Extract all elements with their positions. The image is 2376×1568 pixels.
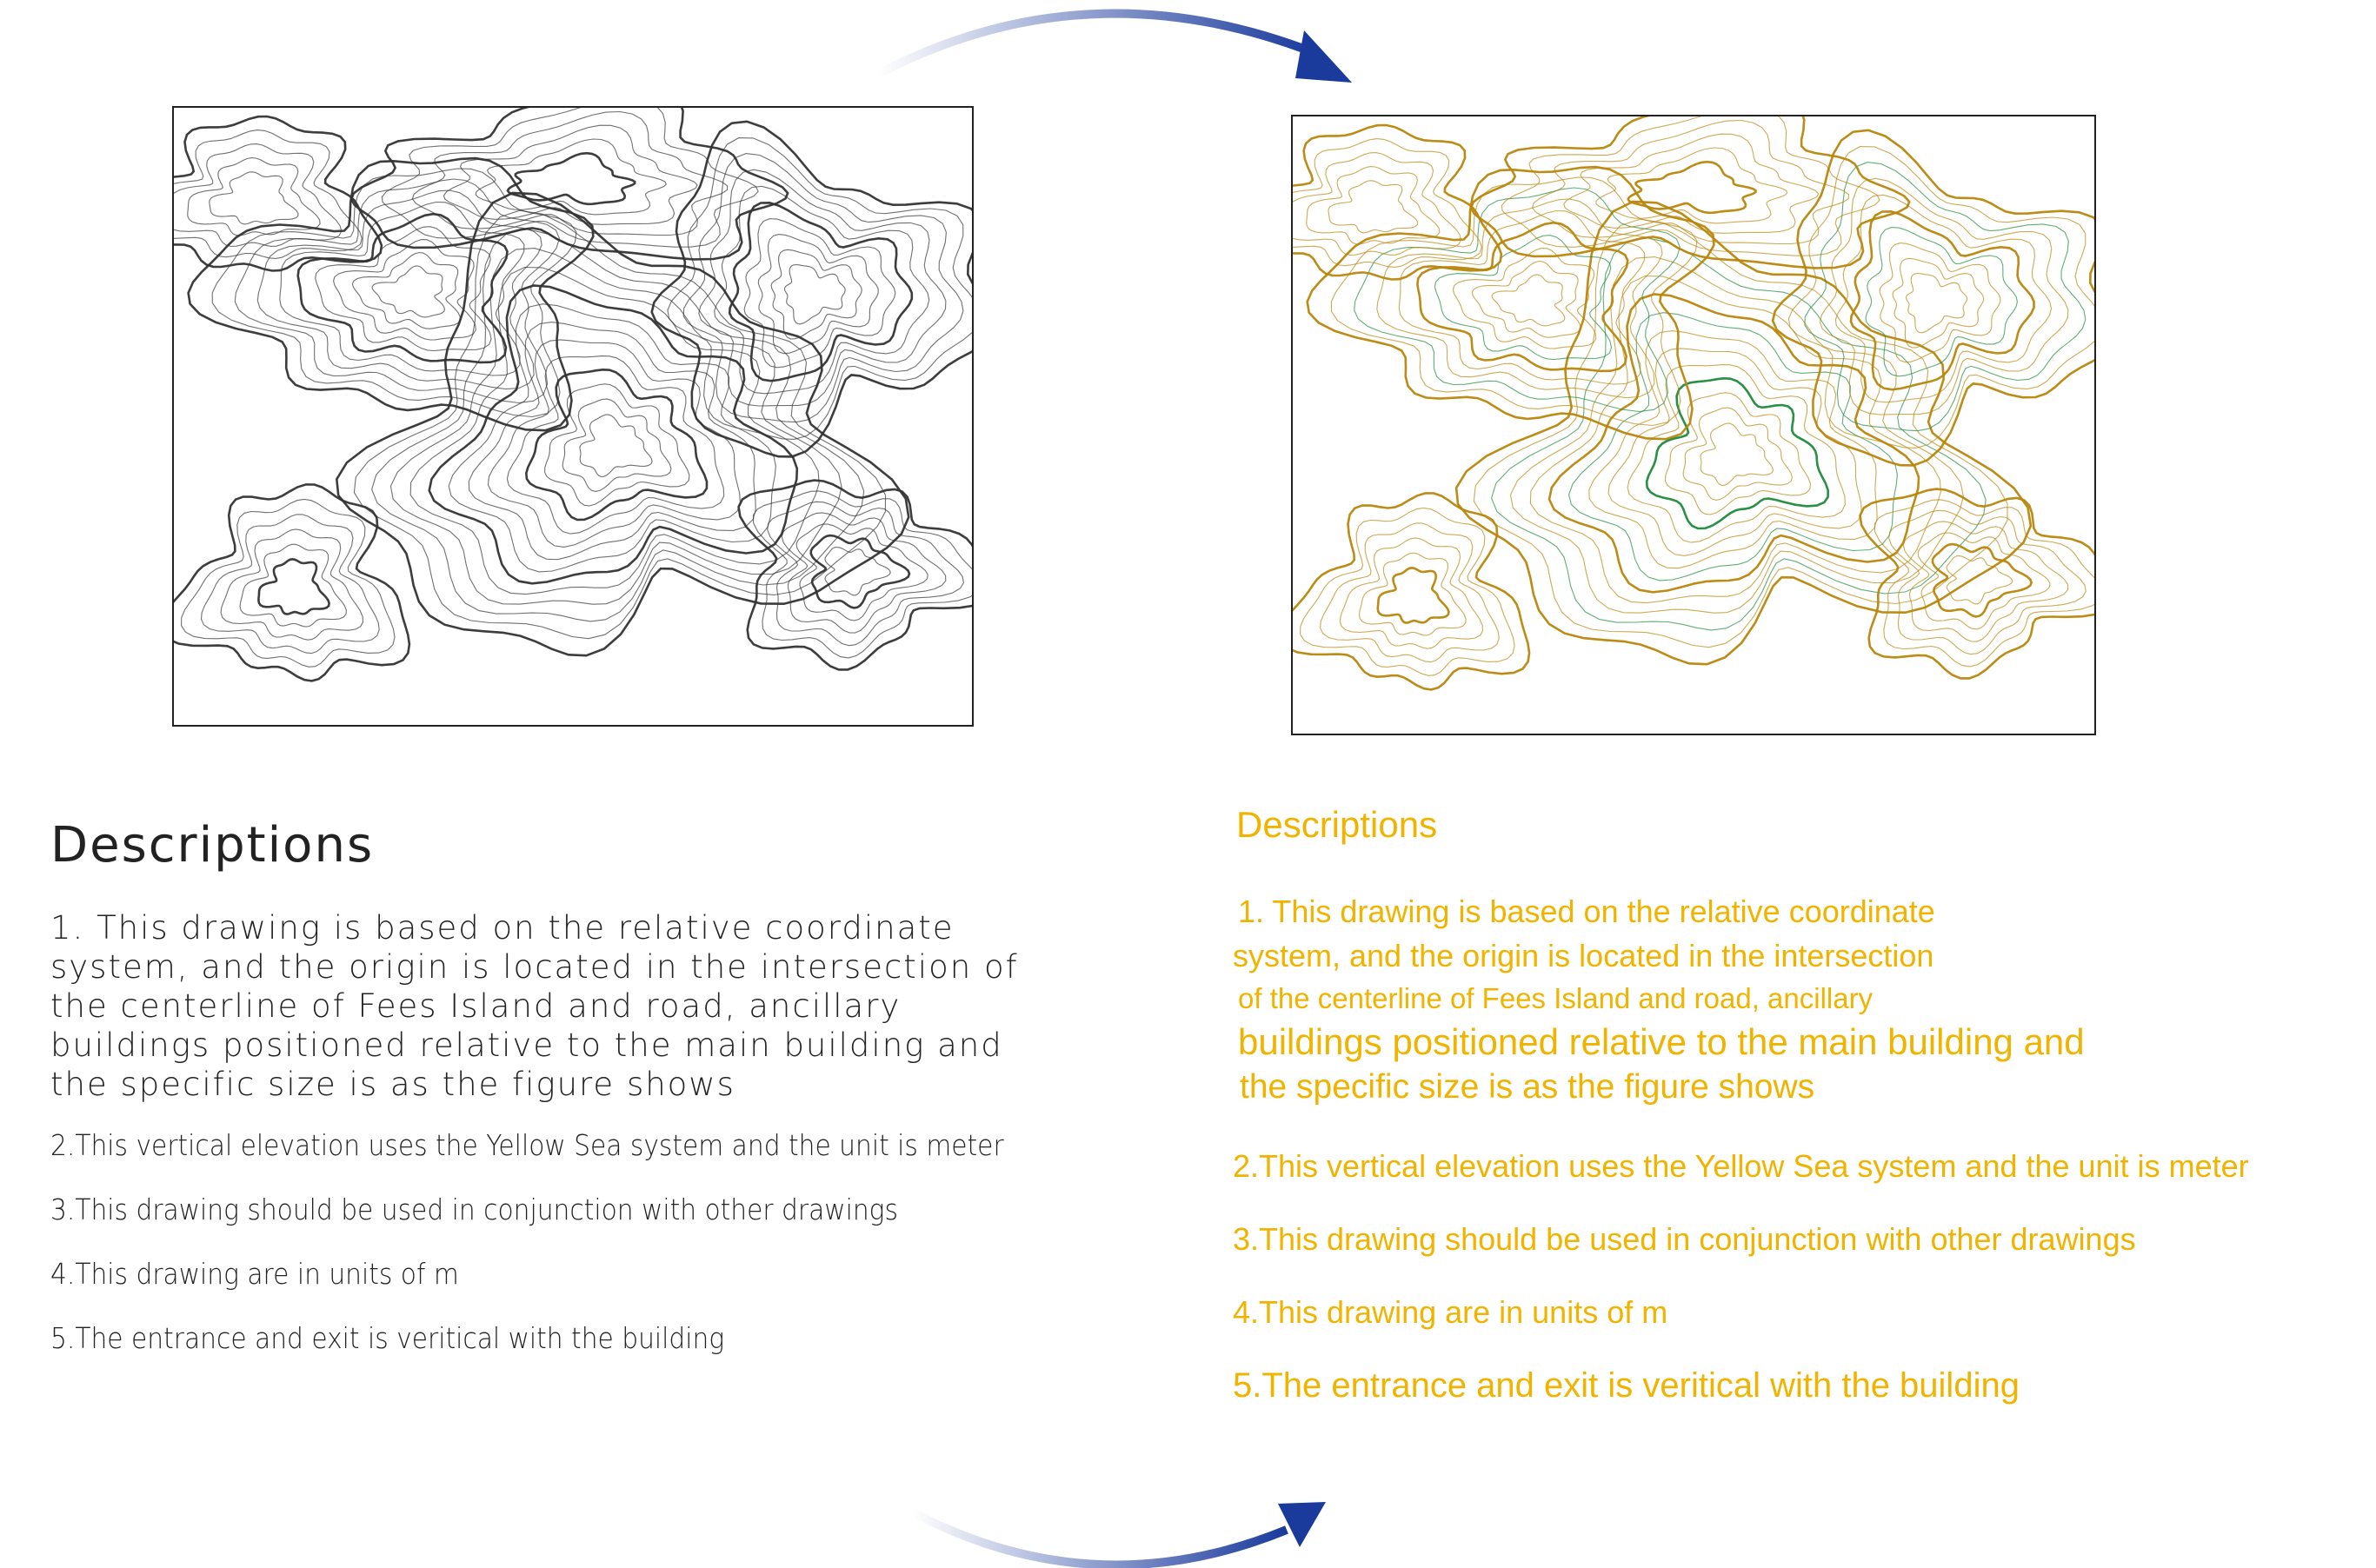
- contour-line: [580, 415, 652, 476]
- contour-line: [174, 116, 382, 271]
- description-item-4: 4.This drawing are in units of m: [50, 1257, 459, 1291]
- contour-line: [1627, 365, 1845, 542]
- description-item-3: 3.This drawing should be used in conjunction with other drawings: [1233, 1221, 2136, 1257]
- contour-line: [382, 108, 758, 247]
- contour-line: [174, 130, 362, 259]
- contour-line: [825, 548, 890, 595]
- description-line-1: 1. This drawing is based on the relative coordinate: [1238, 894, 1935, 929]
- contour-line: [652, 122, 972, 457]
- contour-line: [1321, 523, 1500, 662]
- contour-line: [1666, 393, 1811, 515]
- contour-line: [526, 369, 707, 520]
- description-item-5: 5.The entrance and exit is veritical with the building: [50, 1321, 725, 1355]
- top-arrow: [878, 14, 1352, 83]
- contour-map-monochrome: [172, 106, 974, 727]
- contour-line: [1474, 219, 2007, 648]
- contour-line: [739, 481, 972, 670]
- contour-line: [562, 399, 671, 491]
- contour-line: [1293, 125, 1501, 280]
- contour-line: [1647, 378, 1828, 528]
- contour-line: [1378, 568, 1449, 622]
- contour-line: [1472, 262, 1580, 338]
- contour-line: [1596, 148, 1787, 223]
- contour-line: [1700, 423, 1774, 485]
- description-item-1: 1. This drawing is based on the relative coordinate system, and the origin is located in the intersection of the centerline of Fees Island and road, ancillary buildings positioned relative to the main building and the specific size is as the figure shows: [50, 909, 1019, 1103]
- contour-line: [785, 265, 846, 324]
- contour-line: [210, 172, 298, 224]
- contour-line: [1492, 275, 1565, 326]
- contour-line: [174, 484, 409, 681]
- description-line-5: the specific size is as the figure shows: [1240, 1068, 1815, 1106]
- contour-line: [354, 210, 885, 639]
- contour-line: [1947, 556, 2013, 604]
- contour-line: [1293, 153, 1461, 256]
- contour-line: [1773, 130, 2094, 466]
- description-line-3: of the centerline of Fees Island and road, ancillary: [1238, 982, 1874, 1014]
- contour-line: [336, 193, 908, 655]
- contour-line: [1293, 493, 1529, 689]
- contour-line: [202, 515, 380, 654]
- contour-line: [1456, 202, 2031, 664]
- contour-line: [476, 139, 666, 215]
- descriptions-right: [1233, 804, 2363, 1437]
- contour-line: [372, 266, 444, 317]
- descriptions-left: [50, 817, 1059, 1385]
- descriptions-title-left: Descriptions: [50, 817, 375, 874]
- contour-line: [1628, 162, 1756, 213]
- contour-line: [683, 154, 963, 422]
- contour-line: [545, 384, 689, 506]
- bottom-arrow: [913, 1502, 1326, 1565]
- descriptions-title-right: Descriptions: [1236, 804, 1438, 845]
- contour-line: [174, 144, 342, 247]
- contour-line: [1860, 489, 2095, 679]
- contour-line: [1501, 116, 1880, 256]
- contour-line: [508, 153, 635, 204]
- contour-line: [1328, 181, 1418, 233]
- contour-line: [1805, 163, 2086, 431]
- contour-map-colored: [1291, 115, 2096, 735]
- description-item-3: 3.This drawing should be used in conjunction with other drawings: [50, 1193, 898, 1226]
- description-item-2: 2.This vertical elevation uses the Yellow Sea system and the unit is meter: [1233, 1148, 2249, 1184]
- contour-line: [1683, 408, 1792, 500]
- contour-line: [1331, 177, 1697, 426]
- contour-line: [1907, 274, 1967, 333]
- description-item-2: 2.This vertical elevation uses the Yellow Sea system and the unit is meter: [50, 1128, 1004, 1162]
- contour-line: [212, 169, 576, 417]
- contour-line: [352, 253, 460, 329]
- description-line-2: system, and the origin is located in the intersection: [1233, 938, 1934, 973]
- contour-line: [1293, 139, 1481, 268]
- contour-line: [258, 559, 329, 614]
- description-line-4: buildings positioned relative to the main building and: [1238, 1021, 2085, 1062]
- contour-line: [507, 356, 723, 534]
- description-item-5: 5.The entrance and exit is veritical with the building: [1233, 1366, 2020, 1405]
- description-item-4: 4.This drawing are in units of m: [1233, 1294, 1668, 1330]
